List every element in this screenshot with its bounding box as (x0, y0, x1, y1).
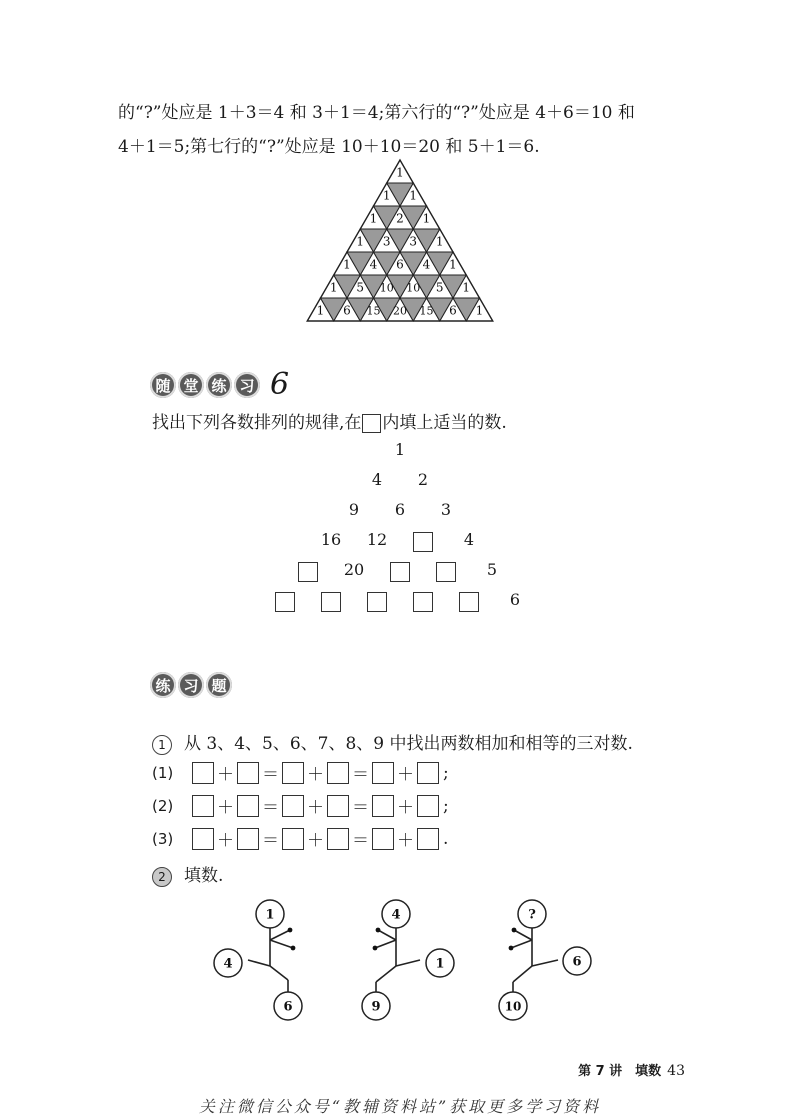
question-number: 2 (152, 867, 172, 887)
triangle-number: 9 (348, 500, 360, 519)
triangle-number: 1 (316, 303, 325, 318)
triangle-number: 20 (343, 560, 365, 579)
triangle-number: 15 (366, 304, 381, 318)
triangle-number: 5 (435, 280, 444, 295)
watermark-text: 关注微信公众号“教辅资料站”获取更多学习资料 (198, 1097, 602, 1116)
leg-line (376, 966, 396, 982)
head-circle-label: ? (528, 907, 536, 923)
plus-sign: ＋ (397, 831, 414, 851)
triangle-number: 3 (440, 500, 452, 519)
triangle-number: 1 (435, 234, 444, 249)
page-number: 43 (667, 1063, 685, 1079)
leg-line (396, 960, 420, 966)
leg-line (532, 960, 558, 966)
intro-line-1: 的“?”处应是 1＋3＝4 和 3＋1＝4;第六行的“?”处应是 4＋6＝10 和 (118, 103, 635, 123)
arm-dot (512, 928, 517, 933)
leg-line (270, 966, 288, 980)
triangle-number: 4 (371, 470, 383, 489)
triangle-number: 12 (366, 530, 388, 549)
triangle-number: 10 (406, 281, 421, 295)
side-circle-label: 4 (223, 956, 233, 972)
arm-line (375, 940, 396, 948)
equals-sign: ＝ (262, 831, 279, 851)
side-circle-label: 1 (435, 956, 445, 972)
heading-badge: 习 (234, 372, 260, 398)
triangle-number: 3 (409, 234, 418, 249)
arm-line (511, 940, 532, 948)
arm-dot (376, 928, 381, 933)
arm-dot (373, 946, 378, 951)
triangle-number: 16 (320, 530, 342, 549)
heading-badge: 练 (150, 672, 176, 698)
triangle-number: 1 (396, 165, 404, 180)
plus-sign: ＋ (217, 765, 234, 785)
triangle-number: 1 (329, 280, 338, 295)
heading-badge: 习 (178, 672, 204, 698)
triangle-number: 6 (509, 590, 521, 609)
arm-dot (509, 946, 514, 951)
chapter-label: 第 7 讲 填数 (578, 1064, 662, 1079)
plus-sign: ＋ (307, 831, 324, 851)
foot-circle-label: 10 (504, 999, 522, 1014)
question-text: 填数. (184, 866, 224, 886)
page-footer (578, 1060, 685, 1079)
practice-number: 6 (270, 367, 290, 402)
instruction-text-post: 内填上适当的数. (382, 413, 507, 433)
triangle-number: 1 (394, 440, 406, 459)
triangle-number: 1 (356, 234, 365, 249)
row-end-punct: . (443, 828, 449, 849)
arm-line (378, 930, 396, 940)
triangle-number: 4 (369, 257, 378, 272)
triangle-number: 3 (382, 234, 391, 249)
side-circle-label: 6 (572, 954, 582, 970)
triangle-number: 6 (449, 303, 457, 318)
triangle-number: 1 (343, 257, 351, 272)
question-text: 从 3、4、5、6、7、8、9 中找出两数相加和相等的三对数. (184, 734, 633, 754)
plus-sign: ＋ (397, 798, 414, 818)
triangle-number: 15 (419, 304, 434, 318)
head-circle-label: 4 (391, 907, 401, 923)
triangle-number: 1 (462, 280, 471, 295)
triangle-number: 6 (343, 303, 351, 318)
triangle-number: 1 (369, 211, 378, 226)
heading-badge: 练 (206, 372, 232, 398)
triangle-number: 1 (449, 257, 457, 272)
row-end-punct: ; (443, 762, 449, 783)
question-number: 1 (152, 735, 172, 755)
triangle-number: 6 (396, 257, 404, 272)
row-label: (3) (152, 829, 174, 848)
triangle-number: 4 (422, 257, 431, 272)
heading-badge: 堂 (178, 372, 204, 398)
foot-circle-label: 9 (371, 999, 381, 1015)
triangle-number: 1 (409, 188, 418, 203)
triangle-number: 4 (463, 530, 475, 549)
triangle-number: 5 (356, 280, 365, 295)
plus-sign: ＋ (217, 798, 234, 818)
leg-line (248, 960, 270, 966)
intro-line-2: 4＋1＝5;第七行的“?”处应是 10＋10＝20 和 5＋1＝6. (118, 137, 540, 157)
triangle-number: 2 (417, 470, 429, 489)
arm-line (270, 940, 293, 948)
arm-line (270, 930, 290, 940)
triangle-number: 6 (394, 500, 406, 519)
foot-circle-label: 6 (283, 999, 293, 1015)
equals-sign: ＝ (262, 765, 279, 785)
plus-sign: ＋ (217, 831, 234, 851)
equals-sign: ＝ (352, 831, 369, 851)
row-end-punct: ; (443, 795, 449, 816)
arm-line (514, 930, 532, 940)
plus-sign: ＋ (307, 798, 324, 818)
head-circle-label: 1 (265, 907, 275, 923)
triangle-number: 5 (486, 560, 498, 579)
plus-sign: ＋ (307, 765, 324, 785)
instruction-text-pre: 找出下列各数排列的规律,在 (152, 413, 362, 433)
leg-line (513, 966, 532, 982)
triangle-number: 1 (475, 303, 484, 318)
triangle-number: 2 (396, 211, 404, 226)
arm-dot (291, 946, 296, 951)
equals-sign: ＝ (352, 798, 369, 818)
triangle-number: 1 (382, 188, 391, 203)
triangle-number: 20 (393, 304, 407, 318)
equals-sign: ＝ (352, 765, 369, 785)
triangle-number: 1 (422, 211, 431, 226)
row-label: (1) (152, 763, 174, 782)
heading-badge: 题 (206, 672, 232, 698)
heading-badge: 随 (150, 372, 176, 398)
equals-sign: ＝ (262, 798, 279, 818)
plus-sign: ＋ (397, 765, 414, 785)
arm-dot (288, 928, 293, 933)
triangle-number: 10 (379, 281, 394, 295)
row-label: (2) (152, 796, 174, 815)
